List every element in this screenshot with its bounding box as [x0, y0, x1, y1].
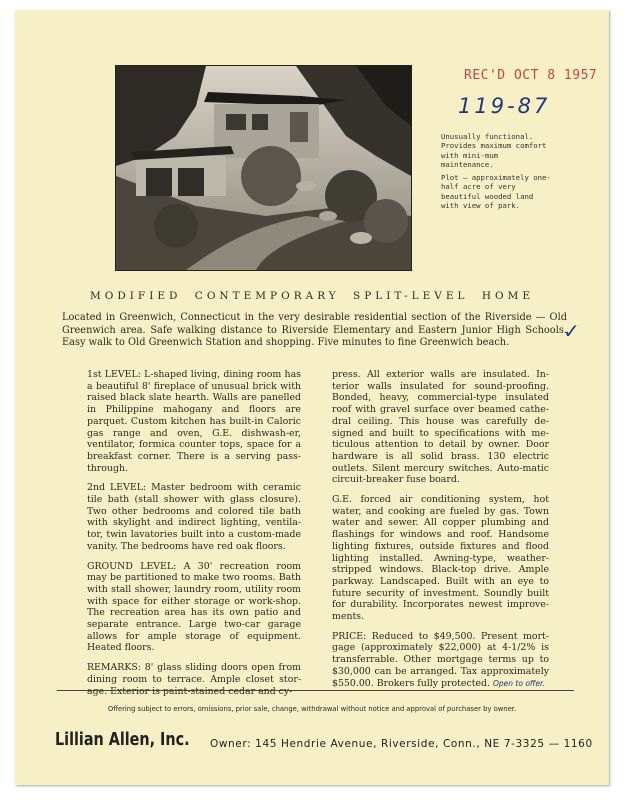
- second-level-paragraph: 2nd LEVEL: Master bedroom with ceramic tile bath (stall shower with glass closure). Two other bedrooms and colored tile bath with skylight and indirect lighting, ventila-tor, twin lavatories built into a custom-made vanity. The bedrooms have red oak floors.: [87, 482, 301, 552]
- handwritten-open-to-offer: Open to offer.: [493, 678, 545, 688]
- right-column: [332, 369, 549, 697]
- construction-paragraph: press. All exterior walls are insulated. In-terior walls insulated for sound-proofing. Bonded, heavy, commercial-type insulated roof with gravel surface over beamed cathe-dral ceiling. This house was carefully de-signed and built to specifications with me-ticulous attention to detail by owner. Door hardware is all solid brass. 130 electric outlets. Silent mercury switches. Auto-matic circuit-breaker fuse board.: [332, 369, 549, 486]
- utilities-paragraph: G.E. forced air conditioning system, hot water, and cooking are fueled by gas. Town water and sewer. All copper plumbing and flashings for windows and roof. Handsome lighting fixtures, outside fixtures and flood lighting installed. Awning-type, weather-stripped windows. Black-top drive. Ample parkway. Landscaped. Built with an eye to future security of investment. Soundly built for durability. Incorporates newest improve-ments.: [332, 494, 549, 623]
- received-date-stamp: REC'D OCT 8 1957: [464, 68, 598, 83]
- left-column: [87, 369, 301, 705]
- remarks-paragraph: REMARKS: 8' glass sliding doors open from dining room to terrace. Ample closet stor-age. Exterior is paint-stained cedar and cy-: [87, 662, 301, 697]
- listing-headline: MODIFIED CONTEMPORARY SPLIT-LEVEL HOME: [90, 290, 534, 302]
- sidenote-plot: Plot — approximately one-half acre of very beautiful wooded land with view of park.: [441, 173, 551, 210]
- handwritten-reference-number: 119-87: [458, 94, 551, 118]
- price-paragraph: [332, 631, 549, 690]
- footer-divider: [57, 690, 574, 691]
- company-name: Lillian Allen, Inc.: [55, 730, 190, 750]
- house-photo: [115, 65, 412, 271]
- owner-contact-line: Owner: 145 Hendrie Avenue, Riverside, Conn., NE 7-3325 — 1160: [210, 738, 593, 750]
- sidenote-functional: Unusually functional. Provides maximum comfort with mini-mum maintenance.: [441, 132, 547, 169]
- intro-paragraph: Located in Greenwich, Connecticut in the very desirable residential section of the Riverside — Old Greenwich area. Safe walking distance to Riverside Elementary and Eastern Junior High Schools. Easy walk to Old Greenwich Station and shopping. Five minutes to fine Greenwich beach.: [62, 312, 567, 348]
- listing-sheet: [15, 10, 609, 785]
- price-text: PRICE: Reduced to $49,500. Present mort-gage (approximately $22,000) at 4-1/2% is transferrable. Other mortgage terms up to $30,000 can be arranged. Tax approximately $550.00. Brokers fully protected.: [332, 630, 549, 689]
- handwritten-checkmark: ✓: [563, 319, 580, 343]
- ground-level-paragraph: GROUND LEVEL: A 30' recreation room may be partitioned to make two rooms. Bath with stall shower, laundry room, utility room with space for either storage or work-shop. The recreation area has its own patio and separate entrance. Large two-car garage allows for ample storage of equipment. Heated floors.: [87, 560, 301, 654]
- first-level-paragraph: 1st LEVEL: L-shaped living, dining room has a beautiful 8' fireplace of unusual brick with raised black slate hearth. Walls are panelled in Philippine mahogany and floors are parquet. Custom kitchen has built-in Caloric gas range and oven, G.E. dishwash-er, ventilator, formica counter tops, space for a breakfast corner. There is a serving pass-through.: [87, 369, 301, 474]
- offering-disclaimer: Offering subject to errors, omissions, prior sale, change, withdrawal without notice and approval of purchaser by owner.: [107, 705, 517, 713]
